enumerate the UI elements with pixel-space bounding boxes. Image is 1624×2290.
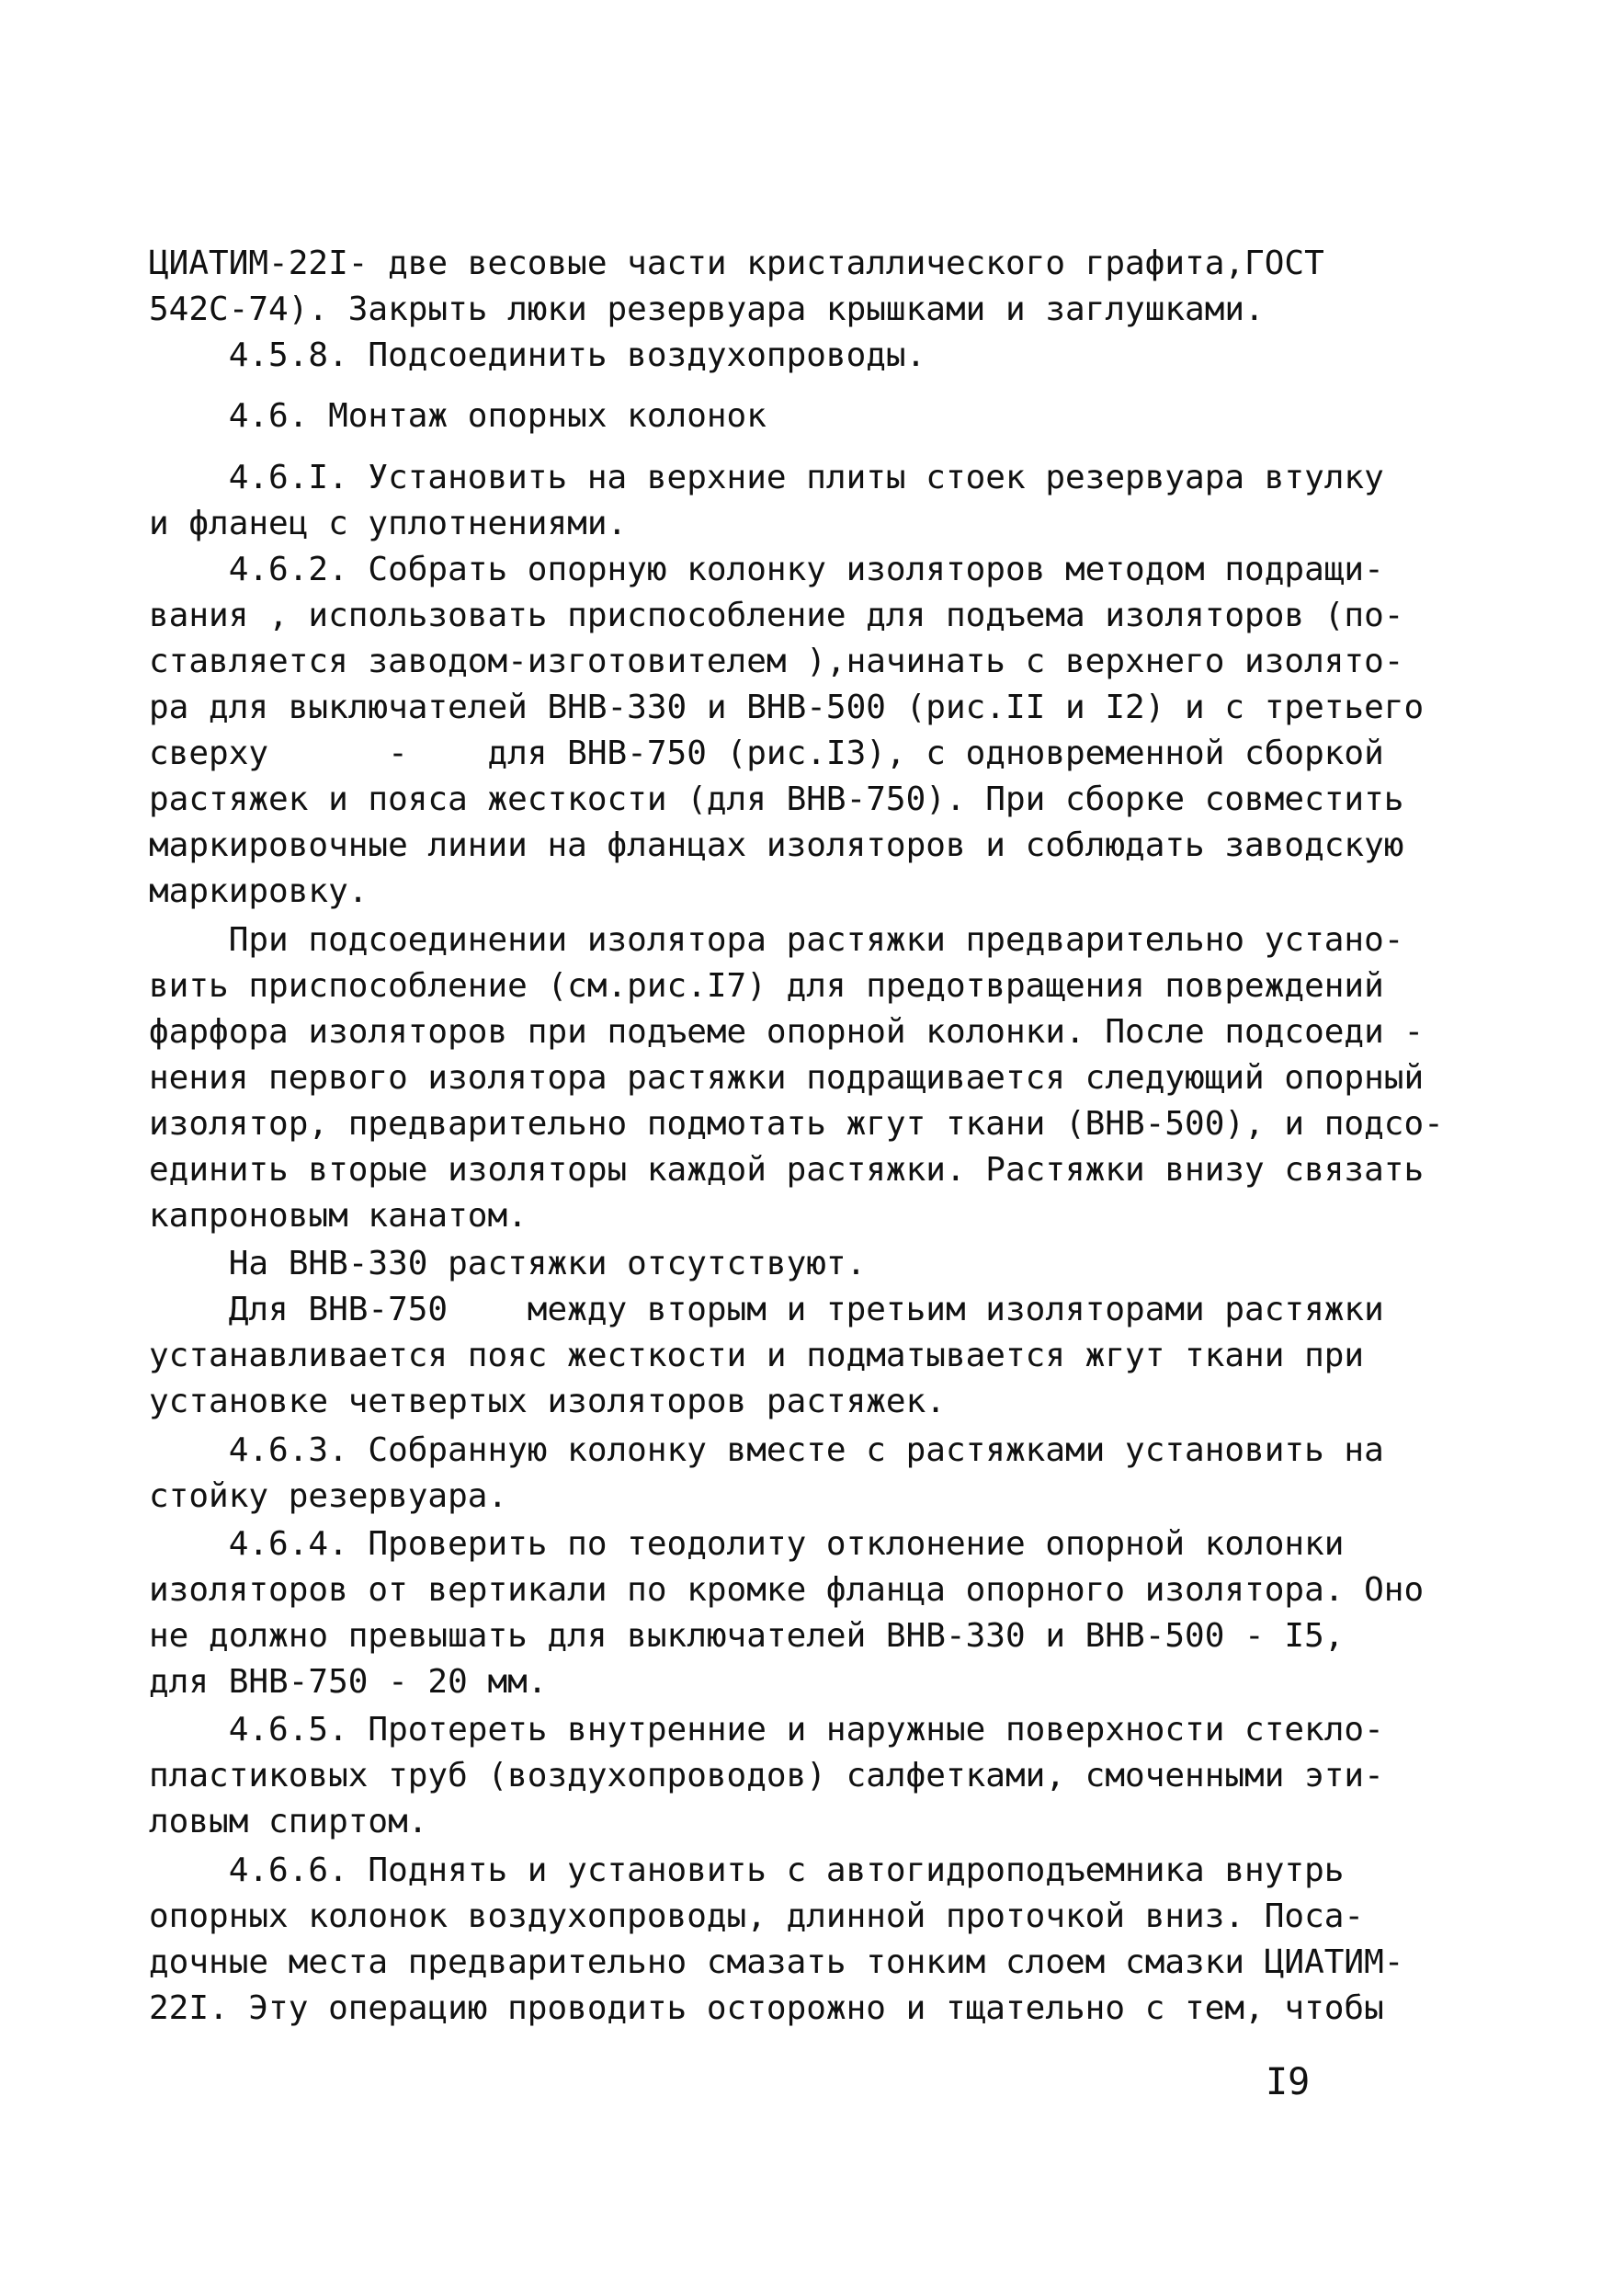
text-line: стойку резервуара. xyxy=(149,1477,508,1515)
text-line: Для ВНВ-750 между вторым и третьим изоляторами растяжки xyxy=(149,1291,1384,1328)
text-line: фарфора изоляторов при подъеме опорной колонки. После подсоеди - xyxy=(149,1013,1425,1051)
section-heading: 4.6. Монтаж опорных колонок xyxy=(149,397,767,435)
text-line: ра для выключателей ВНВ-330 и ВНВ-500 (рис.II и I2) и с третьего xyxy=(149,689,1425,726)
text-line: 4.5.8. Подсоединить воздухопроводы. xyxy=(149,336,926,374)
text-line: изоляторов от вертикали по кромке фланца опорного изолятора. Оно xyxy=(149,1571,1425,1609)
text-line: 542С-74). Закрыть люки резервуара крышками и заглушками. xyxy=(149,291,1265,328)
text-line: установке четвертых изоляторов растяжек. xyxy=(149,1383,946,1420)
text-line: 4.6.2. Собрать опорную колонку изоляторов методом подращи- xyxy=(149,551,1384,588)
text-line: вить приспособление (см.рис.I7) для предотвращения повреждений xyxy=(149,967,1384,1005)
text-line: 22I. Эту операцию проводить осторожно и тщательно с тем, чтобы xyxy=(149,1989,1384,2027)
text-line: маркировку. xyxy=(149,872,369,910)
text-line: и фланец с уплотнениями. xyxy=(149,505,628,542)
page-number: I9 xyxy=(1266,2061,1311,2103)
text-line: сверху - для ВНВ-750 (рис.I3), с одновременной сборкой xyxy=(149,735,1384,772)
text-line: нения первого изолятора растяжки подращивается следующий опорный xyxy=(149,1059,1425,1097)
text-line: 4.6.I. Установить на верхние плиты стоек резервуара втулку xyxy=(149,459,1384,496)
text-line: единить вторые изоляторы каждой растяжки. Растяжки внизу связать xyxy=(149,1151,1425,1189)
text-line: 4.6.6. Поднять и установить с автогидроподъемника внутрь xyxy=(149,1851,1345,1889)
text-line: При подсоединении изолятора растяжки предварительно устано- xyxy=(149,921,1404,959)
text-line: пластиковых труб (воздухопроводов) салфетками, смоченными эти- xyxy=(149,1757,1384,1794)
text-line: ЦИАТИМ-22I- две весовые части кристаллического графита,ГОСТ xyxy=(149,245,1324,282)
text-line: ставляется заводом-изготовителем ),начинать с верхнего изолято- xyxy=(149,643,1404,680)
text-line: капроновым канатом. xyxy=(149,1197,528,1235)
text-line: На ВНВ-330 растяжки отсутствуют. xyxy=(149,1245,867,1282)
text-line: маркировочные линии на фланцах изоляторов и соблюдать заводскую xyxy=(149,826,1404,864)
text-line: вания , использовать приспособление для подъема изоляторов (по- xyxy=(149,597,1404,634)
text-line: изолятор, предварительно подмотать жгут ткани (ВНВ-500), и подсо- xyxy=(149,1105,1444,1143)
text-line: опорных колонок воздухопроводы, длинной проточкой вниз. Поса- xyxy=(149,1897,1365,1935)
text-line: не должно превышать для выключателей ВНВ-330 и ВНВ-500 - I5, xyxy=(149,1617,1345,1655)
text-line: 4.6.3. Собранную колонку вместе с растяжками установить на xyxy=(149,1431,1384,1469)
text-line: 4.6.5. Протереть внутренние и наружные поверхности стекло- xyxy=(149,1711,1384,1749)
text-line: для ВНВ-750 - 20 мм. xyxy=(149,1663,548,1701)
text-line: ловым спиртом. xyxy=(149,1803,428,1840)
text-line: устанавливается пояс жесткости и подматывается жгут ткани при xyxy=(149,1337,1365,1374)
text-line: дочные места предварительно смазать тонким слоем смазки ЦИАТИМ- xyxy=(149,1943,1404,1981)
text-line: 4.6.4. Проверить по теодолиту отклонение опорной колонки xyxy=(149,1525,1345,1563)
text-line: растяжек и пояса жесткости (для ВНВ-750). При сборке совместить xyxy=(149,780,1404,818)
